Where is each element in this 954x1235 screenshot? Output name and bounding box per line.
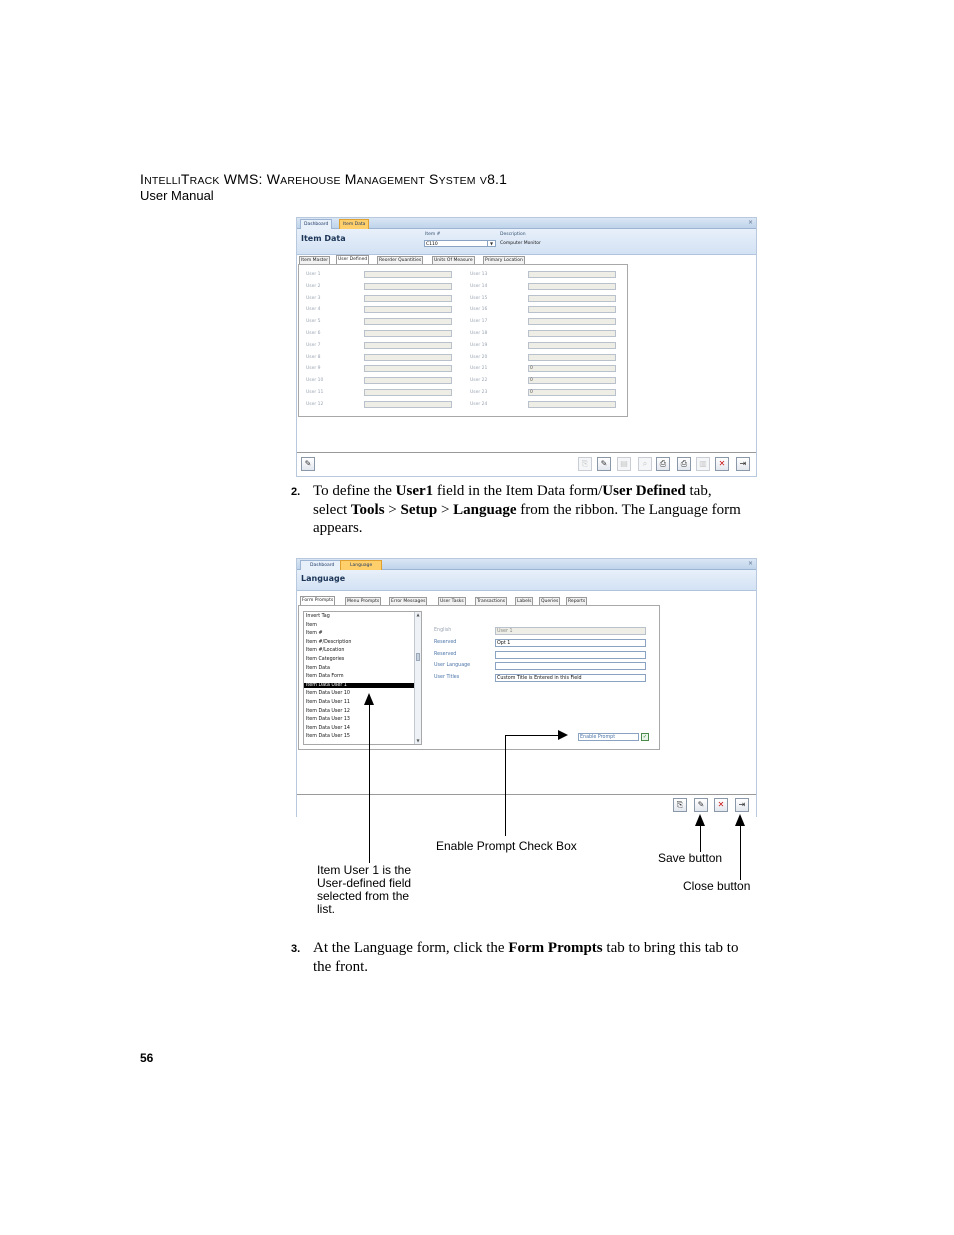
user-field-input[interactable]: [364, 318, 452, 325]
cancel-button[interactable]: ✕: [715, 457, 729, 471]
list-item[interactable]: Invert Tag: [306, 614, 330, 619]
user-field-label: User 18: [470, 331, 488, 336]
user-field-input[interactable]: [364, 283, 452, 290]
user-field-label: User 10: [306, 378, 324, 384]
text-run: >: [437, 501, 454, 518]
user-field-label: User 20: [470, 354, 488, 360]
user-field-label: User 6: [306, 331, 321, 336]
tab-language[interactable]: Language: [340, 560, 382, 570]
step-3-number: 3.: [291, 943, 301, 955]
list-item-selected[interactable]: Item Data User 1: [304, 683, 414, 688]
tab-units-of-measure[interactable]: Units Of Measure: [434, 258, 473, 263]
form-header: [297, 229, 756, 255]
bold-term: Tools: [350, 501, 385, 518]
user-field-label: User 23: [470, 390, 488, 395]
user-field-label: User 5: [306, 319, 321, 325]
list-button[interactable]: ▤: [617, 457, 631, 471]
callout-line: User-defined field: [317, 876, 412, 890]
user-field-label: User 12: [306, 401, 324, 407]
user-field-input[interactable]: 0: [528, 365, 616, 372]
text-run: tab,: [685, 483, 712, 499]
prompt-field-label: User Language: [434, 663, 471, 669]
user-field-label: User 13: [470, 272, 488, 277]
header-title-part: NTELLI: [144, 175, 181, 187]
header-title-part: S: [424, 171, 439, 187]
step-2-text: [313, 482, 758, 538]
user-field-input[interactable]: [364, 354, 452, 361]
find-button[interactable]: ⌕: [638, 457, 652, 471]
tab-error-messages[interactable]: Error Messages: [391, 599, 426, 604]
close-button[interactable]: ⇥: [735, 798, 749, 812]
header-title-part: T: [180, 171, 190, 187]
user-field-input[interactable]: 0: [528, 377, 616, 384]
user-field-input[interactable]: [528, 401, 616, 408]
header-title-part: 8.1: [487, 171, 508, 187]
close-icon[interactable]: ×: [747, 560, 753, 567]
prompt-field-input[interactable]: Custom Title is Entered in this Field: [495, 674, 646, 682]
tab-form-prompts[interactable]: Form Prompts: [302, 598, 334, 603]
description-value: Computer Monitor: [500, 241, 541, 246]
save-button[interactable]: ✎: [597, 457, 611, 471]
bold-term: User1: [395, 483, 434, 499]
user-field-label: User 17: [470, 319, 488, 325]
list-item[interactable]: Item Categories: [306, 657, 345, 662]
description-label: Description: [500, 232, 526, 237]
item-number-combo[interactable]: [424, 240, 496, 247]
callout-close-button: Close button: [683, 879, 751, 893]
tab-labels[interactable]: Labels: [517, 599, 532, 604]
user-field-input[interactable]: [364, 389, 452, 396]
list-scrollbar[interactable]: [414, 612, 421, 744]
item-number-value: C110: [426, 242, 438, 247]
tab-item-data[interactable]: Item Data: [339, 219, 369, 229]
print-preview-button[interactable]: ⎙: [656, 457, 670, 471]
bold-term: Language: [453, 501, 517, 518]
tab-primary-location[interactable]: Primary Location: [485, 258, 523, 263]
prompt-field-input[interactable]: [495, 651, 646, 659]
header-title-part: V: [479, 175, 488, 187]
text-run: select: [313, 501, 351, 518]
user-field-label: User 4: [306, 307, 321, 313]
callout-line: list.: [317, 902, 335, 916]
callout-save-button: Save button: [658, 851, 723, 865]
user-field-input[interactable]: [528, 306, 616, 313]
tab-user-tasks[interactable]: User Tasks: [440, 599, 464, 604]
user-field-input[interactable]: [528, 354, 616, 361]
bold-term: Setup: [400, 501, 438, 518]
prompt-field-label: English: [434, 628, 452, 633]
tab-dashboard[interactable]: Dashboard: [300, 219, 332, 229]
user-field-input[interactable]: [528, 295, 616, 302]
arrow-right-icon: [558, 730, 568, 740]
header-title-part: AREHOUSE: [280, 175, 341, 187]
user-field-input[interactable]: [528, 318, 616, 325]
arrow-up-icon: [735, 814, 745, 826]
user-field-label: User 1: [306, 272, 321, 277]
list-item[interactable]: Item Data User 12: [306, 708, 350, 714]
callout-line-enable-prompt-horizontal: [505, 735, 560, 736]
user-field-input[interactable]: [528, 330, 616, 337]
form-title: Language: [301, 574, 346, 583]
cancel-button[interactable]: ✕: [714, 798, 728, 812]
step-3-text: [313, 939, 758, 976]
prompt-field-input[interactable]: [495, 662, 646, 670]
text-run: appears.: [313, 520, 363, 536]
list-item[interactable]: Item Data User 13: [306, 717, 350, 723]
edit-record-button[interactable]: ✎: [301, 457, 315, 471]
user-field-label: User 11: [306, 390, 324, 395]
user-field-label: User 24: [470, 401, 488, 407]
document-tab-bar: [297, 559, 756, 570]
callout-line: Item User 1 is the: [317, 863, 412, 877]
arrow-up-icon: [695, 814, 705, 826]
header-title-part: I: [140, 171, 145, 187]
tab-transactions[interactable]: Transactions: [477, 599, 506, 604]
tab-reorder-quantities[interactable]: Reorder Quantities: [379, 258, 422, 263]
delete-button[interactable]: ▥: [696, 457, 710, 471]
enable-prompt-field: Enable Prompt: [578, 733, 639, 741]
list-item[interactable]: Item Data User 10: [306, 691, 350, 697]
text-run: field in the Item Data form/: [433, 483, 603, 499]
page-number: 56: [140, 1051, 154, 1065]
user-field-input[interactable]: [364, 306, 452, 313]
tab-user-defined[interactable]: User Defined: [338, 257, 368, 262]
form-prompts-panel: [298, 605, 660, 750]
form-header: [297, 570, 756, 591]
list-item[interactable]: Item Data User 15: [306, 734, 350, 740]
user-field-label: User 21: [470, 366, 488, 372]
step-2-number: 2.: [291, 486, 301, 498]
list-item[interactable]: Item Data Form: [306, 674, 344, 680]
enable-prompt-checkbox[interactable]: ✓: [642, 734, 648, 740]
bold-term: User Defined: [602, 483, 686, 499]
header-title-part: RACK: [189, 175, 220, 187]
chevron-down-icon[interactable]: ▼: [487, 241, 495, 247]
save-button[interactable]: ✎: [694, 798, 708, 812]
user-field-input[interactable]: [528, 271, 616, 278]
print-button[interactable]: ⎙: [677, 457, 691, 471]
step-line: [313, 958, 758, 977]
prompt-field-label: Reserved: [434, 639, 457, 645]
document-tab-bar: [297, 218, 756, 229]
user-field-label: User 15: [470, 295, 488, 301]
close-button[interactable]: ⇥: [736, 457, 750, 471]
list-item[interactable]: Item Data: [306, 665, 330, 671]
header-title-part: M: [340, 171, 357, 187]
step-line: [313, 939, 758, 958]
running-header-subtitle: User Manual: [140, 188, 214, 203]
list-item[interactable]: Item #/Location: [306, 648, 345, 654]
prompt-field-label: Reserved: [434, 651, 457, 657]
step-line: [313, 501, 758, 520]
callout-enable-prompt-checkbox: Enable Prompt Check Box: [436, 839, 577, 853]
copy-button[interactable]: ⎘: [673, 798, 687, 812]
prompt-field-label: User Titles: [434, 675, 460, 681]
item-data-screenshot: [296, 217, 757, 477]
callout-item-user: [317, 864, 411, 916]
prompt-list[interactable]: [303, 611, 422, 745]
form-title: Item Data: [301, 234, 346, 243]
step-line: [313, 482, 758, 501]
header-title-part: YSTEM: [438, 175, 476, 187]
text-run: To define the: [313, 483, 396, 499]
text-run: >: [384, 501, 401, 518]
arrow-up-icon: [364, 693, 374, 705]
callout-line: selected from the: [317, 889, 410, 903]
user-field-input[interactable]: [364, 342, 452, 349]
text-run: tab to bring this tab to: [602, 940, 739, 956]
list-item[interactable]: Item: [306, 622, 317, 628]
user-field-input[interactable]: [528, 342, 616, 349]
callout-line-enable-prompt: [505, 735, 506, 836]
close-icon[interactable]: ×: [747, 219, 753, 226]
tab-dashboard[interactable]: Dashboard: [300, 560, 344, 570]
tab-queries[interactable]: Queries: [541, 599, 559, 604]
prompt-field-input[interactable]: Opt 1: [495, 639, 646, 647]
user-field-input[interactable]: 0: [528, 389, 616, 396]
tab-reports[interactable]: Reports: [568, 599, 586, 604]
user-field-input[interactable]: [364, 295, 452, 302]
bold-term: Form Prompts: [508, 940, 603, 956]
header-title-part: WMS: W: [219, 171, 281, 187]
prompt-field-input: User 1: [495, 627, 646, 635]
callout-line-close: [740, 826, 741, 880]
user-field-input[interactable]: [364, 401, 452, 408]
user-field-label: User 22: [470, 378, 488, 384]
user-field-label: User 16: [470, 307, 488, 313]
scroll-thumb[interactable]: [416, 653, 420, 661]
running-header-title: [140, 171, 507, 187]
user-field-label: User 14: [470, 283, 488, 289]
text-run: from the ribbon. The Language form: [516, 501, 741, 518]
user-field-label: User 2: [306, 283, 321, 289]
copy-button[interactable]: ⎘: [578, 457, 592, 471]
user-field-label: User 8: [306, 354, 321, 360]
tab-menu-prompts[interactable]: Menu Prompts: [347, 599, 380, 604]
user-field-label: User 3: [306, 295, 321, 301]
toolbar-divider: [297, 452, 756, 453]
scroll-down-icon[interactable]: ▼: [416, 738, 420, 743]
callout-line-item-user: [369, 703, 370, 863]
user-field-label: User 7: [306, 342, 321, 348]
user-field-input[interactable]: [364, 271, 452, 278]
user-field-input[interactable]: [364, 377, 452, 384]
user-field-input[interactable]: [528, 283, 616, 290]
item-number-label: Item #: [425, 232, 441, 237]
text-run: At the Language form, click the: [313, 940, 509, 956]
tab-item-master[interactable]: Item Master: [301, 258, 329, 263]
text-run: the front.: [313, 958, 368, 975]
callout-line-save: [700, 826, 701, 852]
user-field-label: User 19: [470, 342, 488, 348]
list-item[interactable]: Item Data User 11: [306, 700, 350, 705]
list-item[interactable]: Item #/Description: [306, 639, 352, 645]
toolbar-divider: [297, 794, 756, 795]
language-screenshot: [296, 558, 757, 817]
user-defined-panel: [298, 264, 628, 417]
user-field-label: User 9: [306, 366, 321, 372]
user-field-input[interactable]: [364, 365, 452, 372]
user-field-input[interactable]: [364, 330, 452, 337]
list-item[interactable]: Item #: [306, 631, 323, 637]
scroll-up-icon[interactable]: ▲: [416, 612, 420, 617]
list-item[interactable]: Item Data User 14: [306, 725, 350, 731]
step-line: [313, 519, 758, 538]
header-title-part: ANAGEMENT: [356, 175, 425, 187]
